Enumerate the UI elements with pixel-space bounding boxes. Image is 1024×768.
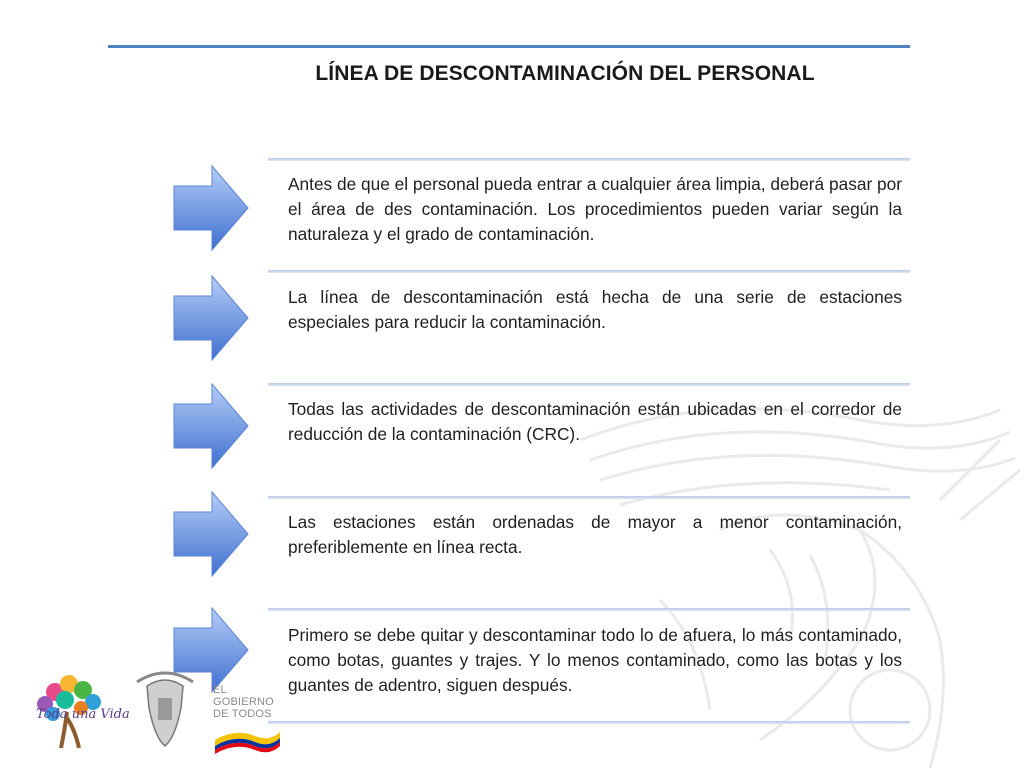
item-text: Primero se debe quitar y descontaminar todo lo de afuera, lo más contaminado, como botas, guantes y trajes. Y lo menos contaminado, como las botas y los guantes de adentro, siguen después.	[288, 625, 902, 695]
gov-line: DE TODOS	[213, 708, 272, 720]
divider-line	[268, 608, 910, 611]
page-title: LÍNEA DE DESCONTAMINACIÓN DEL PERSONAL	[315, 62, 815, 85]
gov-line: GOBIERNO	[213, 696, 274, 708]
right-arrow-icon	[170, 490, 250, 580]
divider-line	[268, 270, 910, 273]
government-logo-text	[213, 684, 274, 720]
coat-of-arms-icon	[137, 673, 193, 746]
item-text: Las estaciones están ordenadas de mayor a menor contaminación, preferiblemente en línea recta.	[288, 512, 902, 557]
gov-line: EL	[213, 684, 227, 696]
divider-line	[268, 383, 910, 386]
tree-logo-word: Toda	[36, 707, 68, 722]
item-text: La línea de descontaminación está hecha de una serie de estaciones especiales para reducir la contaminación.	[288, 287, 902, 332]
top-rule	[108, 45, 910, 48]
divider-line	[268, 496, 910, 499]
right-arrow-icon	[170, 382, 250, 472]
item-text: Todas las actividades de descontaminación están ubicadas en el corredor de reducción de la contaminación (CRC).	[288, 399, 902, 444]
right-arrow-icon	[170, 274, 250, 364]
right-arrow-icon	[170, 164, 250, 254]
item-text: Antes de que el personal pueda entrar a cualquier área limpia, deberá pasar por el área de des contaminación. Los procedimientos pueden variar según la naturaleza y el grado de contaminación.	[288, 174, 902, 244]
divider-line	[268, 721, 910, 724]
tree-logo-word: Vida	[100, 707, 130, 722]
divider-line	[268, 158, 910, 161]
tree-logo-text	[36, 708, 130, 721]
tree-logo-word: una	[71, 707, 97, 722]
